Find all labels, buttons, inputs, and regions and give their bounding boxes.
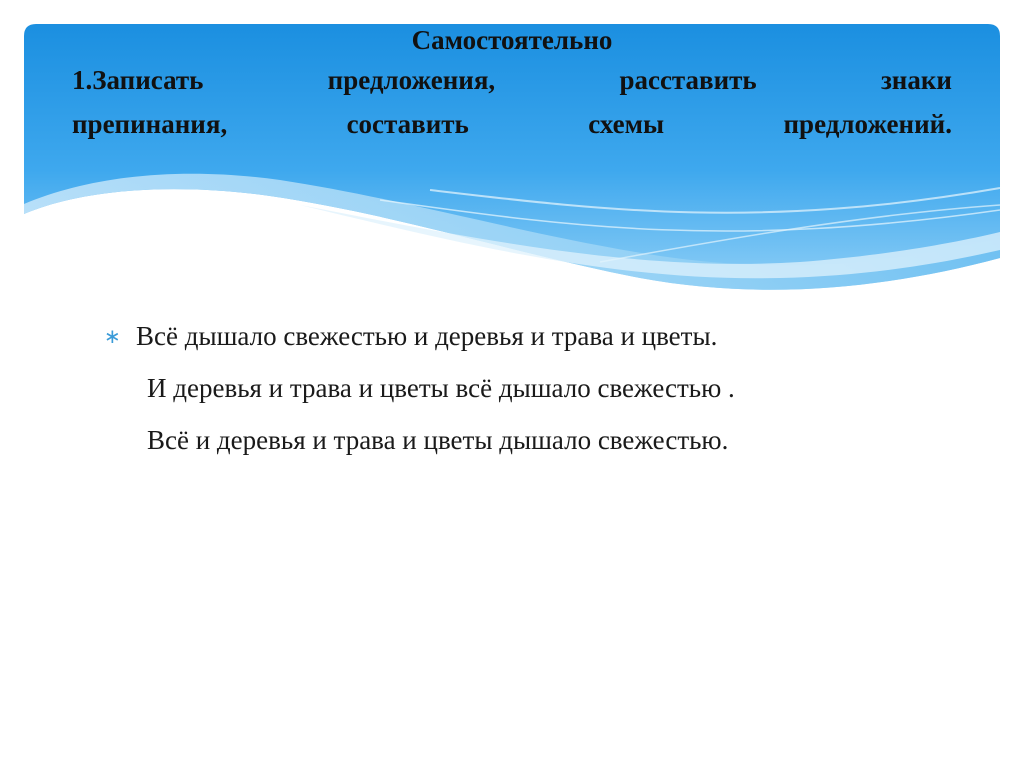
sentence-text: Всё дышало свежестью и деревья и трава и цветы. bbox=[136, 320, 718, 351]
sentence-text: И деревья и трава и цветы всё дышало свежестью . bbox=[147, 372, 735, 403]
bullet-icon: ∗ bbox=[104, 324, 121, 348]
sentence-text: Всё и деревья и трава и цветы дышало свежестью. bbox=[147, 424, 729, 455]
task-word: предложений. bbox=[783, 109, 952, 139]
task-word: предложения, bbox=[327, 65, 496, 95]
task-word: расставить bbox=[619, 65, 757, 95]
slide-title: Самостоятельно bbox=[411, 25, 613, 55]
sentence-line bbox=[104, 362, 984, 414]
task-word: 1.Записать bbox=[72, 65, 204, 95]
header-text-block bbox=[72, 22, 952, 146]
task-word: препинания, bbox=[72, 109, 228, 139]
task-word: схемы bbox=[588, 109, 665, 139]
sentence-list bbox=[104, 310, 984, 466]
task-line-2 bbox=[72, 102, 952, 146]
sentence-line bbox=[104, 310, 984, 362]
task-word: знаки bbox=[880, 65, 952, 95]
task-line-1 bbox=[72, 58, 952, 102]
task-word: составить bbox=[346, 109, 469, 139]
sentence-line bbox=[104, 414, 984, 466]
